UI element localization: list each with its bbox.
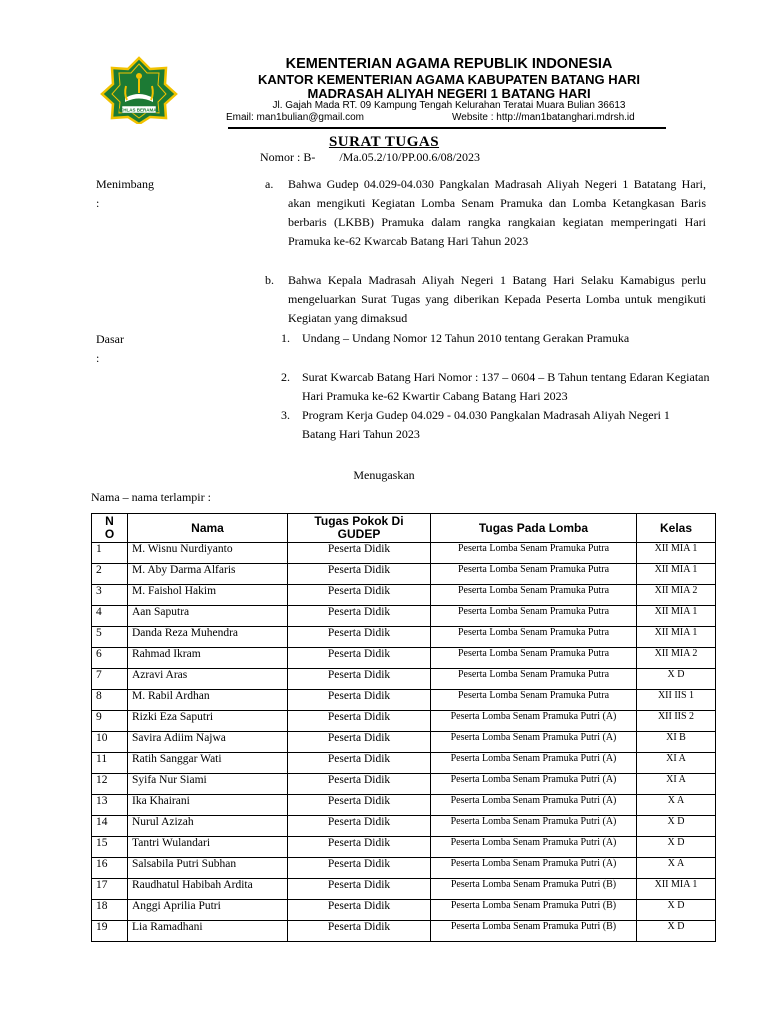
cell-no: 15	[92, 837, 128, 858]
dasar-marker-1: 1.	[281, 331, 290, 345]
cell-kelas: XII MIA 1	[637, 564, 716, 585]
cell-no: 1	[92, 543, 128, 564]
col-header-lomba: Tugas Pada Lomba	[431, 514, 637, 543]
cell-lomba: Peserta Lomba Senam Pramuka Putra	[431, 669, 637, 690]
table-row	[92, 837, 716, 858]
cell-lomba: Peserta Lomba Senam Pramuka Putra	[431, 585, 637, 606]
cell-kelas: XI A	[637, 753, 716, 774]
table-row	[92, 732, 716, 753]
cell-tugas: Peserta Didik	[288, 606, 431, 627]
table-row	[92, 606, 716, 627]
cell-tugas: Peserta Didik	[288, 690, 431, 711]
school-website: Website : http://man1batanghari.mdrsh.id	[452, 112, 635, 123]
cell-nama: Anggi Aprilia Putri	[128, 900, 288, 921]
logo-motto: IKHLAS BERAMAL	[118, 107, 160, 113]
menimbang-colon: :	[96, 196, 100, 210]
cell-no: 8	[92, 690, 128, 711]
cell-tugas: Peserta Didik	[288, 837, 431, 858]
dasar-marker-2: 2.	[281, 370, 290, 384]
cell-no: 5	[92, 627, 128, 648]
cell-tugas: Peserta Didik	[288, 585, 431, 606]
cell-tugas: Peserta Didik	[288, 921, 431, 942]
cell-lomba: Peserta Lomba Senam Pramuka Putri (A)	[431, 795, 637, 816]
cell-nama: Savira Adiim Najwa	[128, 732, 288, 753]
dasar-item-1: Undang – Undang Nomor 12 Tahun 2010 tentang Gerakan Pramuka	[302, 331, 630, 345]
dasar-item-2: Surat Kwarcab Batang Hari Nomor : 137 – 0604 – B Tahun tentang Edaran Kegiatan Hari Pramuka ke-62 Kwartir Cabang Batang Hari 2023	[302, 370, 710, 403]
cell-lomba: Peserta Lomba Senam Pramuka Putri (B)	[431, 921, 637, 942]
school-email: Email: man1bulian@gmail.com	[226, 112, 364, 123]
cell-nama: Ika Khairani	[128, 795, 288, 816]
kemenag-emblem-icon	[94, 56, 184, 124]
cell-no: 10	[92, 732, 128, 753]
table-row	[92, 816, 716, 837]
cell-tugas: Peserta Didik	[288, 564, 431, 585]
cell-tugas: Peserta Didik	[288, 648, 431, 669]
cell-nama: M. Faishol Hakim	[128, 585, 288, 606]
cell-lomba: Peserta Lomba Senam Pramuka Putra	[431, 690, 637, 711]
cell-kelas: XII MIA 1	[637, 627, 716, 648]
col-header-kelas: Kelas	[637, 514, 716, 543]
cell-nama: Danda Reza Muhendra	[128, 627, 288, 648]
cell-nama: Nurul Azizah	[128, 816, 288, 837]
cell-kelas: XI B	[637, 732, 716, 753]
letterhead-divider	[228, 127, 666, 129]
cell-kelas: XI A	[637, 774, 716, 795]
cell-no: 11	[92, 753, 128, 774]
cell-kelas: XII MIA 2	[637, 648, 716, 669]
cell-tugas: Peserta Didik	[288, 753, 431, 774]
table-row	[92, 648, 716, 669]
cell-lomba: Peserta Lomba Senam Pramuka Putri (A)	[431, 732, 637, 753]
letter-title: SURAT TUGAS	[328, 134, 440, 150]
ministry-title: KEMENTERIAN AGAMA REPUBLIK INDONESIA	[285, 56, 613, 72]
table-row	[92, 627, 716, 648]
table-row	[92, 795, 716, 816]
cell-kelas: XII MIA 2	[637, 585, 716, 606]
cell-no: 17	[92, 879, 128, 900]
cell-tugas: Peserta Didik	[288, 627, 431, 648]
cell-nama: M. Aby Darma Alfaris	[128, 564, 288, 585]
cell-kelas: X D	[637, 816, 716, 837]
cell-nama: Syifa Nur Siami	[128, 774, 288, 795]
cell-lomba: Peserta Lomba Senam Pramuka Putri (A)	[431, 816, 637, 837]
cell-tugas: Peserta Didik	[288, 900, 431, 921]
cell-kelas: XII MIA 1	[637, 879, 716, 900]
cell-no: 4	[92, 606, 128, 627]
cell-lomba: Peserta Lomba Senam Pramuka Putri (A)	[431, 858, 637, 879]
cell-nama: Lia Ramadhani	[128, 921, 288, 942]
cell-no: 18	[92, 900, 128, 921]
cell-nama: Azravi Aras	[128, 669, 288, 690]
table-row	[92, 585, 716, 606]
cell-lomba: Peserta Lomba Senam Pramuka Putri (A)	[431, 774, 637, 795]
col-header-no: N O	[92, 514, 128, 543]
dasar-marker-3: 3.	[281, 408, 290, 422]
cell-lomba: Peserta Lomba Senam Pramuka Putra	[431, 543, 637, 564]
cell-nama: Ratih Sanggar Wati	[128, 753, 288, 774]
office-title: KANTOR KEMENTERIAN AGAMA KABUPATEN BATANG HARI	[257, 72, 641, 87]
cell-no: 14	[92, 816, 128, 837]
cell-tugas: Peserta Didik	[288, 774, 431, 795]
cell-lomba: Peserta Lomba Senam Pramuka Putri (B)	[431, 879, 637, 900]
letter-number: Nomor : B- /Ma.05.2/10/PP.00.6/08/2023	[260, 150, 481, 164]
table-row	[92, 774, 716, 795]
table-row	[92, 900, 716, 921]
cell-tugas: Peserta Didik	[288, 669, 431, 690]
menimbang-item-b: Bahwa Kepala Madrasah Aliyah Negeri 1 Batang Hari Selaku Kamabigus perlu mengeluarkan Surat Tugas yang diberikan Kepada Peserta Lomba untuk mengikuti Kegiatan yang dimaksud	[288, 273, 706, 325]
menimbang-item-a: Bahwa Gudep 04.029-04.030 Pangkalan Madrasah Aliyah Negeri 1 Batatang Hari, akan mengikuti Kegiatan Lomba Senam Pramuka dan Lomba Ketangkasan Baris berbaris (LKBB) Pramuka dalam rangka rangkaian kegiatan memperingati Hari Pramuka ke-62 Kwarcab Batang Hari Tahun 2023	[288, 177, 706, 248]
cell-tugas: Peserta Didik	[288, 732, 431, 753]
cell-tugas: Peserta Didik	[288, 858, 431, 879]
cell-kelas: X D	[637, 921, 716, 942]
school-address: Jl. Gajah Mada RT. 09 Kampung Tengah Kelurahan Teratai Muara Bulian 36613	[272, 100, 626, 111]
cell-lomba: Peserta Lomba Senam Pramuka Putra	[431, 648, 637, 669]
participants-table	[91, 513, 716, 942]
school-title: MADRASAH ALIYAH NEGERI 1 BATANG HARI	[307, 86, 591, 101]
table-row	[92, 921, 716, 942]
cell-kelas: X D	[637, 669, 716, 690]
cell-no: 16	[92, 858, 128, 879]
cell-kelas: X D	[637, 837, 716, 858]
cell-tugas: Peserta Didik	[288, 879, 431, 900]
nama-intro: Nama – nama terlampir :	[91, 490, 211, 504]
cell-nama: Salsabila Putri Subhan	[128, 858, 288, 879]
cell-lomba: Peserta Lomba Senam Pramuka Putra	[431, 564, 637, 585]
cell-no: 2	[92, 564, 128, 585]
table-row	[92, 858, 716, 879]
table-row	[92, 879, 716, 900]
cell-no: 6	[92, 648, 128, 669]
cell-lomba: Peserta Lomba Senam Pramuka Putra	[431, 627, 637, 648]
cell-nama: Aan Saputra	[128, 606, 288, 627]
cell-kelas: XII MIA 1	[637, 543, 716, 564]
table-row	[92, 753, 716, 774]
cell-tugas: Peserta Didik	[288, 816, 431, 837]
cell-no: 19	[92, 921, 128, 942]
col-header-tugas: Tugas Pokok Di GUDEP	[288, 514, 431, 543]
cell-kelas: XII MIA 1	[637, 606, 716, 627]
cell-nama: Raudhatul Habibah Ardita	[128, 879, 288, 900]
cell-no: 7	[92, 669, 128, 690]
cell-nama: M. Rabil Ardhan	[128, 690, 288, 711]
cell-nama: M. Wisnu Nurdiyanto	[128, 543, 288, 564]
table-row	[92, 711, 716, 732]
cell-no: 13	[92, 795, 128, 816]
table-row	[92, 690, 716, 711]
dasar-colon: :	[96, 351, 100, 365]
menimbang-marker-a: a.	[265, 177, 274, 191]
cell-lomba: Peserta Lomba Senam Pramuka Putri (A)	[431, 837, 637, 858]
cell-kelas: X A	[637, 858, 716, 879]
cell-kelas: XII IIS 1	[637, 690, 716, 711]
cell-no: 9	[92, 711, 128, 732]
cell-kelas: X D	[637, 900, 716, 921]
cell-lomba: Peserta Lomba Senam Pramuka Putri (A)	[431, 753, 637, 774]
menimbang-marker-b: b.	[265, 273, 274, 287]
cell-lomba: Peserta Lomba Senam Pramuka Putra	[431, 606, 637, 627]
col-header-nama: Nama	[128, 514, 288, 543]
table-header-row	[92, 514, 716, 543]
dasar-label: Dasar	[96, 332, 124, 346]
table-row	[92, 543, 716, 564]
cell-no: 3	[92, 585, 128, 606]
cell-tugas: Peserta Didik	[288, 711, 431, 732]
menimbang-label: Menimbang	[96, 177, 154, 191]
cell-kelas: XII IIS 2	[637, 711, 716, 732]
cell-kelas: X A	[637, 795, 716, 816]
table-row	[92, 564, 716, 585]
cell-tugas: Peserta Didik	[288, 795, 431, 816]
cell-tugas: Peserta Didik	[288, 543, 431, 564]
cell-nama: Tantri Wulandari	[128, 837, 288, 858]
table-row	[92, 669, 716, 690]
cell-lomba: Peserta Lomba Senam Pramuka Putri (A)	[431, 711, 637, 732]
cell-nama: Rahmad Ikram	[128, 648, 288, 669]
cell-no: 12	[92, 774, 128, 795]
cell-nama: Rizki Eza Saputri	[128, 711, 288, 732]
menugaskan-heading: Menugaskan	[353, 468, 415, 482]
dasar-item-3: Program Kerja Gudep 04.029 - 04.030 Pangkalan Madrasah Aliyah Negeri 1 Batang Hari Tahun 2023	[302, 408, 670, 441]
cell-lomba: Peserta Lomba Senam Pramuka Putri (B)	[431, 900, 637, 921]
